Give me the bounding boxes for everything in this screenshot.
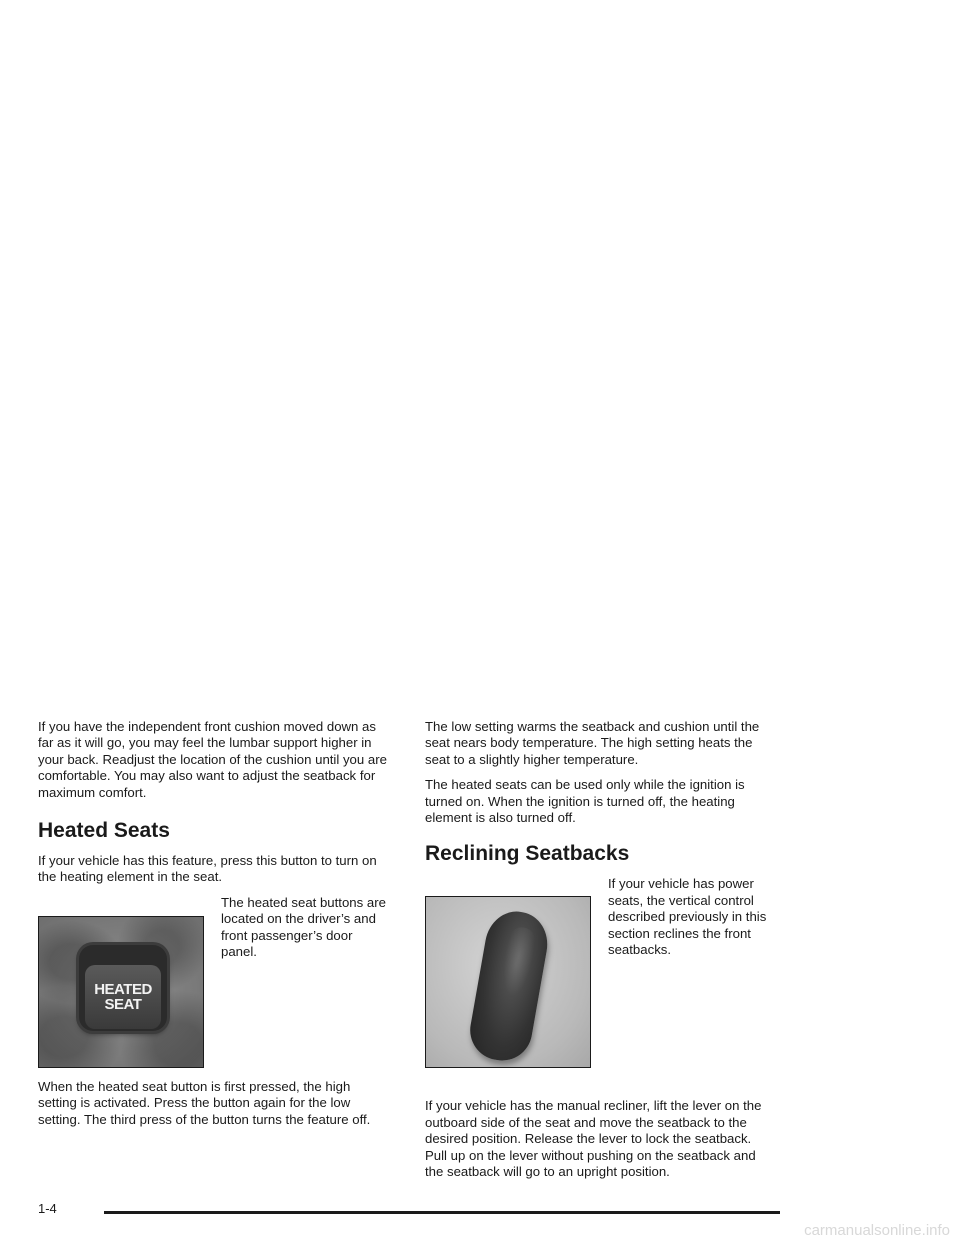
heated-seat-button-photo: [38, 916, 204, 1068]
reclining-seatbacks-heading: Reclining Seatbacks: [425, 842, 630, 866]
heated-seats-intro: If your vehicle has this feature, press this button to turn on the heating element in the seat.: [38, 853, 377, 885]
low-setting-paragraph: The low setting warms the seatback and cushion until the seat nears body temperature. The high setting heats the seat to a slightly higher temperature.: [425, 719, 760, 767]
watermark: carmanualsonline.info: [804, 1222, 950, 1239]
left-column: [38, 719, 388, 1137]
heated-seats-heading: Heated Seats: [38, 819, 170, 843]
page-number: 1-4: [38, 1201, 57, 1216]
recliner-control-photo: [425, 896, 591, 1068]
right-column: [425, 719, 775, 1189]
heated-seat-figure-row: [38, 895, 388, 1071]
cushion-paragraph: If you have the independent front cushion moved down as far as it will go, you may feel the lumbar support higher in your back. Readjust the location of the cushion until you are comfortable. You may also want to adjust the seatback for maximum comfort.: [38, 719, 387, 800]
recliner-figure-caption: If your vehicle has power seats, the vertical control described previously in this section reclines the front seatbacks.: [608, 876, 767, 958]
button-label-line2: SEAT: [104, 995, 142, 1013]
heated-seat-button: [85, 965, 161, 1029]
footer-rule: [104, 1211, 780, 1214]
ignition-paragraph: The heated seats can be used only while the ignition is turned on. When the ignition is turned off, the heating element is also turned off.: [425, 777, 745, 826]
recliner-figure-row: [425, 876, 775, 1090]
heated-seat-figure-caption: The heated seat buttons are located on the driver’s and front passenger’s door panel.: [221, 894, 386, 960]
heated-seat-settings-paragraph: When the heated seat button is first pressed, the high setting is activated. Press the button again for the low setting. The third press of the button turns the feature off.: [38, 1078, 371, 1127]
button-label-line1: HEATED: [94, 980, 152, 998]
manual-recliner-paragraph: If your vehicle has the manual recliner, lift the lever on the outboard side of the seat and move the seatback to the desired position. Release the lever to lock the seatback. Pull up on the lever without pushing on the seatback and the seatback will go to an upright position.: [425, 1098, 762, 1180]
